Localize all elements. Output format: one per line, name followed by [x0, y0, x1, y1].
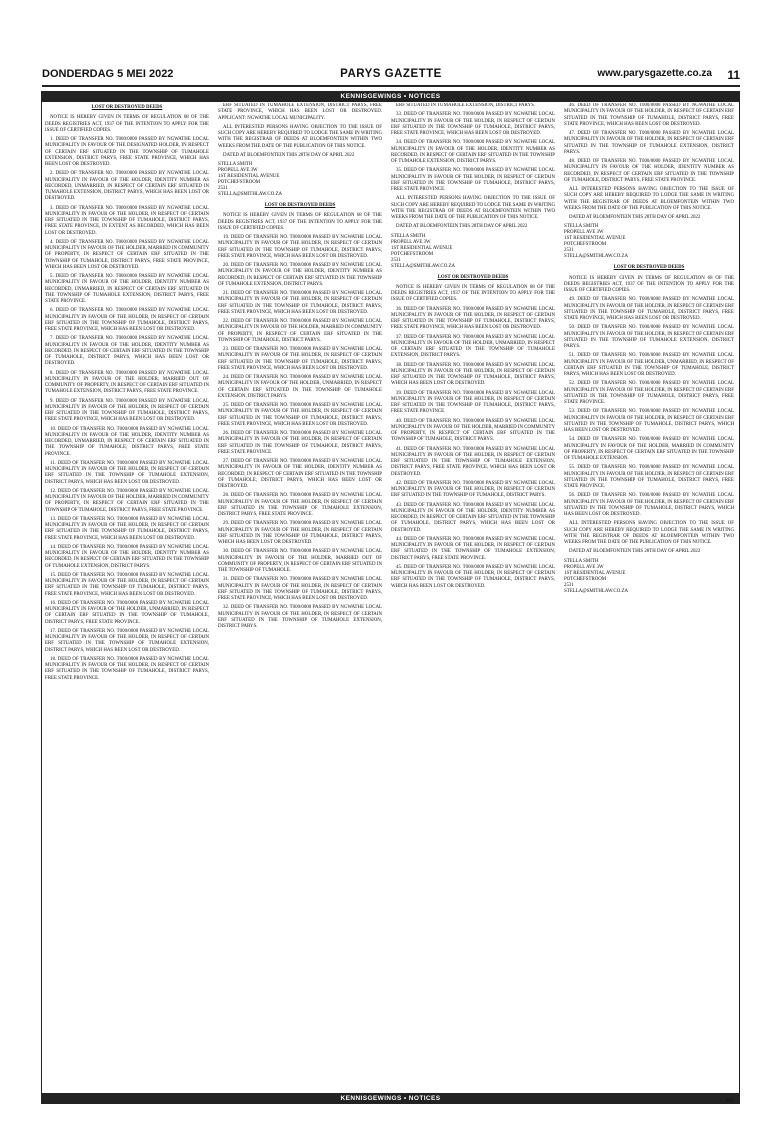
- notice-paragraph: 15. DEED OF TRANSFER NO. T000/0000 PASSED BY NGWATHE LOCAL MUNICIPALITY IN FAVOUR OF THE HOLDER, IN RESPECT OF CERTAIN ERF SITUATED IN THE TOWNSHIP OF TUMAHOLE, DISTRICT PARYS, FREE STATE PROVINCE, WHICH HAS BEEN LOST OR DESTROYED.: [45, 572, 209, 597]
- notice-paragraph: DATED AT BLOEMFONTEIN THIS 28TH DAY OF APRIL 2022: [569, 215, 701, 220]
- notice-paragraph: 33. DEED OF TRANSFER NO. T000/0000 PASSED BY NGWATHE LOCAL MUNICIPALITY IN FAVOUR OF THE HOLDER, IN RESPECT OF CERTAIN ERF SITUATED IN THE TOWNSHIP OF TUMAHOLE, DISTRICT PARYS, FREE STATE PROVINCE, WHICH HAS BEEN LOST OR DESTROYED.: [391, 112, 555, 136]
- notice-paragraph: 48. DEED OF TRANSFER NO. T000/0000 PASSED BY NGWATHE LOCAL MUNICIPALITY IN FAVOUR OF THE HOLDER, IDENTITY NUMBER AS RECORDED, IN RESPECT OF CERTAIN ERF SITUATED IN THE TOWNSHIP OF TUMAHOLE, DISTRICT PARYS, FREE STATE PROVINCE.: [564, 159, 734, 183]
- notice-paragraph: 22. DEED OF TRANSFER NO. T000/0000 PASSED BY NGWATHE LOCAL MUNICIPALITY IN FAVOUR OF THE HOLDER, MARRIED IN COMMUNITY OF PROPERTY, IN RESPECT OF CERTAIN ERF SITUATED IN THE TOWNSHIP OF TUMAHOLE, DISTRICT PARYS.: [218, 319, 382, 343]
- website-link[interactable]: www.parysgazette.co.za: [597, 68, 712, 79]
- notice-paragraph: 16. DEED OF TRANSFER NO. T000/0000 PASSED BY NGWATHE LOCAL MUNICIPALITY IN FAVOUR OF THE HOLDER, UNMARRIED, IN RESPECT OF CERTAIN ERF SITUATED IN THE TOWNSHIP OF TUMAHOLE, DISTRICT PARYS, FREE STATE PROVINCE.: [45, 600, 209, 625]
- notice-paragraph: 12. DEED OF TRANSFER NO. T000/0000 PASSED BY NGWATHE LOCAL MUNICIPALITY IN FAVOUR OF THE HOLDER, MARRIED IN COMMUNITY OF PROPERTY, IN RESPECT OF CERTAIN ERF SITUATED IN THE TOWNSHIP OF TUMAHOLE, DISTRICT PARYS, FREE STATE PROVINCE.: [45, 488, 209, 513]
- notice-paragraph: 6. DEED OF TRANSFER NO. T000/0000 PASSED BY NGWATHE LOCAL MUNICIPALITY IN FAVOUR OF THE HOLDER, IN RESPECT OF CERTAIN ERF SITUATED IN THE TOWNSHIP OF TUMAHOLE, DISTRICT PARYS, FREE STATE PROVINCE, WHICH HAS BEEN LOST OR DESTROYED.: [45, 308, 209, 332]
- notice-paragraph: 18. DEED OF TRANSFER NO. T000/0000 PASSED BY NGWATHE LOCAL MUNICIPALITY IN FAVOUR OF THE HOLDER, IN RESPECT OF CERTAIN ERF SITUATED IN THE TOWNSHIP OF TUMAHOLE, DISTRICT PARYS, FREE STATE PROVINCE.: [45, 656, 209, 681]
- notice-signature-block: STELLA SMITH PROPELL AVE 3W 1ST RESIDENTIAL AVENUE POTCHEFSTROOM 2531 STELLA@SMITHLAW.CO.ZA: [564, 558, 628, 594]
- notice-paragraph: ALL INTERESTED PERSONS HAVING OBJECTION TO THE ISSUE OF SUCH COPY ARE HEREBY REQUIRED TO LODGE THE SAME IN WRITING WITH THE REGISTRAR OF DEEDS AT BLOEMFONTEIN WITHIN TWO WEEKS FROM THE DATE OF THE PUBLICATION OF THIS NOTICE.: [218, 124, 382, 149]
- notice-paragraph: 51. DEED OF TRANSFER NO. T000/0000 PASSED BY NGWATHE LOCAL MUNICIPALITY IN FAVOUR OF THE HOLDER, UNMARRIED, IN RESPECT OF CERTAIN ERF SITUATED IN THE TOWNSHIP OF TUMAHOLE, DISTRICT PARYS, WHICH HAS BEEN LOST OR DESTROYED.: [564, 353, 734, 377]
- notice-paragraph: 42. DEED OF TRANSFER NO. T000/0000 PASSED BY NGWATHE LOCAL MUNICIPALITY IN FAVOUR OF THE HOLDER, IN RESPECT OF CERTAIN ERF SITUATED IN THE TOWNSHIP OF TUMAHOLE, DISTRICT PARYS.: [391, 480, 555, 499]
- notice-paragraph: 43. DEED OF TRANSFER NO. T000/0000 PASSED BY NGWATHE LOCAL MUNICIPALITY IN FAVOUR OF THE HOLDER, IDENTITY NUMBER AS RECORDED, IN RESPECT OF CERTAIN ERF SITUATED IN THE TOWNSHIP OF TUMAHOLE, DISTRICT PARYS, WHICH HAS BEEN LOST OR DESTROYED.: [391, 502, 555, 533]
- notice-paragraph: 44. DEED OF TRANSFER NO. T000/0000 PASSED BY NGWATHE LOCAL MUNICIPALITY IN FAVOUR OF THE HOLDER, IN RESPECT OF CERTAIN ERF SITUATED IN THE TOWNSHIP OF TUMAHOLE EXTENSION, DISTRICT PARYS, FREE STATE PROVINCE.: [391, 536, 555, 561]
- header-rule: [42, 85, 740, 87]
- notice-paragraph: 2. DEED OF TRANSFER NO. T000/0000 PASSED BY NGWATHE LOCAL MUNICIPALITY IN FAVOUR OF THE HOLDER, IDENTITY NUMBER AS RECORDED, UNMARRIED, IN RESPECT OF CERTAIN ERF SITUATED IN TUMAHOLE EXTENSION, DISTRICT PARYS, WHICH HAS BEEN LOST OR DESTROYED.: [45, 171, 209, 202]
- notice-paragraph: 29. DEED OF TRANSFER NO. T000/0000 PASSED BY NGWATHE LOCAL MUNICIPALITY IN FAVOUR OF THE HOLDER, IN RESPECT OF CERTAIN ERF SITUATED IN THE TOWNSHIP OF TUMAHOLE, DISTRICT PARYS, WHICH HAS BEEN LOST OR DESTROYED.: [218, 521, 382, 545]
- notice-paragraph: 27. DEED OF TRANSFER NO. T000/0000 PASSED BY NGWATHE LOCAL MUNICIPALITY IN FAVOUR OF THE HOLDER, IDENTITY NUMBER AS RECORDED, IN RESPECT OF CERTAIN ERF SITUATED IN THE TOWNSHIP OF TUMAHOLE, DISTRICT PARYS, WHICH HAS BEEN LOST OR DESTROYED.: [218, 459, 382, 489]
- notice-paragraph: 11. DEED OF TRANSFER NO. T000/0000 PASSED BY NGWATHE LOCAL MUNICIPALITY IN FAVOUR OF THE HOLDER, IN RESPECT OF CERTAIN ERF SITUATED IN THE TOWNSHIP OF TUMAHOLE EXTENSION, DISTRICT PARYS, WHICH HAS BEEN LOST OR DESTROYED.: [45, 460, 209, 485]
- notice-paragraph: ALL INTERESTED PERSONS HAVING OBJECTION TO THE ISSUE OF SUCH COPY ARE HEREBY REQUIRED TO LODGE THE SAME IN WRITING WITH THE REGISTRAR OF DEEDS AT BLOEMFONTEIN WITHIN TWO WEEKS FROM THE DATE OF THE PUBLICATION OF THIS NOTICE.: [564, 187, 734, 211]
- notice-paragraph: 17. DEED OF TRANSFER NO. T000/0000 PASSED BY NGWATHE LOCAL MUNICIPALITY IN FAVOUR OF THE HOLDER, IN RESPECT OF CERTAIN ERF SITUATED IN THE TOWNSHIP OF TUMAHOLE EXTENSION, DISTRICT PARYS, WHICH HAS BEEN LOST OR DESTROYED.: [45, 628, 209, 653]
- notice-paragraph: 10. DEED OF TRANSFER NO. T000/0000 PASSED BY NGWATHE LOCAL MUNICIPALITY IN FAVOUR OF THE HOLDER, IDENTITY NUMBER AS RECORDED, UNMARRIED, IN RESPECT OF CERTAIN ERF SITUATED IN THE TOWNSHIP OF TUMAHOLE, DISTRICT PARYS, FREE STATE PROVINCE.: [45, 426, 209, 457]
- notice-paragraph: 9. DEED OF TRANSFER NO. T000/0000 PASSED BY NGWATHE LOCAL MUNICIPALITY IN FAVOUR OF THE HOLDER, IN RESPECT OF CERTAIN ERF SITUATED IN THE TOWNSHIP OF TUMAHOLE, DISTRICT PARYS, FREE STATE PROVINCE, WHICH HAS BEEN LOST OR DESTROYED.: [45, 398, 209, 423]
- notice-paragraph: 20. DEED OF TRANSFER NO. T000/0000 PASSED BY NGWATHE LOCAL MUNICIPALITY IN FAVOUR OF THE HOLDER, IDENTITY NUMBER AS RECORDED, IN RESPECT OF CERTAIN ERF SITUATED IN THE TOWNSHIP OF TUMAHOLE EXTENSION, DISTRICT PARYS.: [218, 263, 382, 287]
- notice-paragraph: DATED AT BLOEMFONTEIN THIS 28TH DAY OF APRIL 2022: [569, 549, 701, 555]
- notice-paragraph: 55. DEED OF TRANSFER NO. T000/0000 PASSED BY NGWATHE LOCAL MUNICIPALITY IN FAVOUR OF THE HOLDER, IN RESPECT OF CERTAIN ERF SITUATED IN THE TOWNSHIP OF TUMAHOLE, DISTRICT PARYS, FREE STATE PROVINCE.: [564, 465, 734, 489]
- notice-paragraph: 32. DEED OF TRANSFER NO. T000/0000 PASSED BY NGWATHE LOCAL MUNICIPALITY IN FAVOUR OF THE HOLDER, IN RESPECT OF CERTAIN ERF SITUATED IN THE TOWNSHIP OF TUMAHOLE EXTENSION, DISTRICT PARYS.: [218, 605, 382, 629]
- column-4: [564, 103, 734, 1093]
- notice-paragraph: 24. DEED OF TRANSFER NO. T000/0000 PASSED BY NGWATHE LOCAL MUNICIPALITY IN FAVOUR OF THE HOLDER, UNMARRIED, IN RESPECT OF CERTAIN ERF SITUATED IN THE TOWNSHIP OF TUMAHOLE EXTENSION, DISTRICT PARYS.: [218, 375, 382, 399]
- notice-paragraph: 13. DEED OF TRANSFER NO. T000/0000 PASSED BY NGWATHE LOCAL MUNICIPALITY IN FAVOUR OF THE HOLDER, IN RESPECT OF CERTAIN ERF SITUATED IN THE TOWNSHIP OF TUMAHOLE, DISTRICT PARYS, FREE STATE PROVINCE, WHICH HAS BEEN LOST OR DESTROYED.: [45, 516, 209, 541]
- notice-paragraph: NOTICE IS HEREBY GIVEN IN TERMS OF REGULATION 68 OF THE DEEDS REGISTRIES ACT, 1937 OF THE INTENTION TO APPLY FOR THE ISSUE OF CERTIFIED COPIES.: [564, 275, 734, 293]
- notice-signature-block: STELLA SMITH PROPELL AVE 3W 1ST RESIDENTIAL AVENUE POTCHEFSTROOM 2531 STELLA@SMITHLAW.CO.ZA: [391, 233, 455, 269]
- notice-paragraph: 21. DEED OF TRANSFER NO. T000/0000 PASSED BY NGWATHE LOCAL MUNICIPALITY IN FAVOUR OF THE HOLDER, IN RESPECT OF CERTAIN ERF SITUATED IN THE TOWNSHIP OF TUMAHOLE, DISTRICT PARYS, FREE STATE PROVINCE, WHICH HAS BEEN LOST OR DESTROYED.: [218, 291, 382, 315]
- notice-paragraph: 14. DEED OF TRANSFER NO. T000/0000 PASSED BY NGWATHE LOCAL MUNICIPALITY IN FAVOUR OF THE HOLDER, IDENTITY NUMBER AS RECORDED, IN RESPECT OF CERTAIN ERF SITUATED IN THE TOWNSHIP OF TUMAHOLE EXTENSION, DISTRICT PARYS.: [45, 544, 209, 569]
- notice-paragraph: ALL INTERESTED PERSONS HAVING OBJECTION TO THE ISSUE OF SUCH COPY ARE HEREBY REQUIRED TO LODGE THE SAME IN WRITING WITH THE REGISTRAR OF DEEDS AT BLOEMFONTEIN WITHIN TWO WEEKS FROM THE DATE OF THE PUBLICATION OF THIS NOTICE.: [391, 196, 555, 220]
- notice-signature-block: STELLA SMITH PROPELL AVE 3W 1ST RESIDENTIAL AVENUE POTCHEFSTROOM 2531 STELLA@SMITHLAW.CO.ZA: [564, 224, 628, 260]
- section-banner-bottom: KENNISGEWINGS • NOTICES: [41, 1093, 740, 1104]
- notice-paragraph: 19. DEED OF TRANSFER NO. T000/0000 PASSED BY NGWATHE LOCAL MUNICIPALITY IN FAVOUR OF THE HOLDER, IN RESPECT OF CERTAIN ERF SITUATED IN THE TOWNSHIP OF TUMAHOLE, DISTRICT PARYS, FREE STATE PROVINCE, WHICH HAS BEEN LOST OR DESTROYED.: [218, 235, 382, 259]
- notice-paragraph: 35. DEED OF TRANSFER NO. T000/0000 PASSED BY NGWATHE LOCAL MUNICIPALITY IN FAVOUR OF THE HOLDER, IN RESPECT OF CERTAIN ERF SITUATED IN THE TOWNSHIP OF TUMAHOLE, DISTRICT PARYS, FREE STATE PROVINCE.: [391, 168, 555, 192]
- notice-paragraph: 37. DEED OF TRANSFER NO. T000/0000 PASSED BY NGWATHE LOCAL MUNICIPALITY IN FAVOUR OF THE HOLDER, UNMARRIED, IN RESPECT OF CERTAIN ERF SITUATED IN THE TOWNSHIP OF TUMAHOLE EXTENSION, DISTRICT PARYS.: [391, 334, 555, 359]
- notice-paragraph: 31. DEED OF TRANSFER NO. T000/0000 PASSED BY NGWATHE LOCAL MUNICIPALITY IN FAVOUR OF THE HOLDER, IN RESPECT OF CERTAIN ERF SITUATED IN THE TOWNSHIP OF TUMAHOLE, DISTRICT PARYS, FREE STATE PROVINCE, WHICH HAS BEEN LOST OR DESTROYED.: [218, 577, 382, 601]
- notice-paragraph: 1. DEED OF TRANSFER NO. T000/0000 PASSED BY NGWATHE LOCAL MUNICIPALITY IN FAVOUR OF THE DESIGNATED HOLDER, IN RESPECT OF CERTAIN ERF SITUATED IN THE TOWNSHIP OF TUMAHOLE EXTENSION, DISTRICT PARYS, FREE STATE PROVINCE, WHICH HAS BEEN LOST OR DESTROYED.: [45, 137, 209, 167]
- notice-paragraph: 45. DEED OF TRANSFER NO. T000/0000 PASSED BY NGWATHE LOCAL MUNICIPALITY IN FAVOUR OF THE HOLDER, IN RESPECT OF CERTAIN ERF SITUATED IN THE TOWNSHIP OF TUMAHOLE, DISTRICT PARYS, WHICH HAS BEEN LOST OR DESTROYED.: [391, 564, 555, 589]
- notice-paragraph: 54. DEED OF TRANSFER NO. T000/0000 PASSED BY NGWATHE LOCAL MUNICIPALITY IN FAVOUR OF THE HOLDER, MARRIED IN COMMUNITY OF PROPERTY, IN RESPECT OF CERTAIN ERF SITUATED IN THE TOWNSHIP OF TUMAHOLE EXTENSION.: [564, 437, 734, 461]
- notice-paragraph: 26. DEED OF TRANSFER NO. T000/0000 PASSED BY NGWATHE LOCAL MUNICIPALITY IN FAVOUR OF THE HOLDER, IN RESPECT OF CERTAIN ERF SITUATED IN THE TOWNSHIP OF TUMAHOLE, DISTRICT PARYS, FREE STATE PROVINCE.: [218, 431, 382, 455]
- notice-paragraph: DATED AT BLOEMFONTEIN THIS 28TH DAY OF APRIL 2022: [396, 224, 528, 230]
- notice-paragraph: 38. DEED OF TRANSFER NO. T000/0000 PASSED BY NGWATHE LOCAL MUNICIPALITY IN FAVOUR OF THE HOLDER, IN RESPECT OF CERTAIN ERF SITUATED IN THE TOWNSHIP OF TUMAHOLE, DISTRICT PARYS, WHICH HAS BEEN LOST OR DESTROYED.: [391, 362, 555, 387]
- notice-paragraph: 53. DEED OF TRANSFER NO. T000/0000 PASSED BY NGWATHE LOCAL MUNICIPALITY IN FAVOUR OF THE HOLDER, IN RESPECT OF CERTAIN ERF SITUATED IN THE TOWNSHIP OF TUMAHOLE, DISTRICT PARYS, WHICH HAS BEEN LOST OR DESTROYED.: [564, 409, 734, 433]
- notice-paragraph: ERF SITUATED IN TUMAHOLE EXTENSION, DISTRICT PARYS.: [396, 103, 536, 108]
- notice-paragraph: 40. DEED OF TRANSFER NO. T000/0000 PASSED BY NGWATHE LOCAL MUNICIPALITY IN FAVOUR OF THE HOLDER, MARRIED IN COMMUNITY OF PROPERTY, IN RESPECT OF CERTAIN ERF SITUATED IN THE TOWNSHIP OF TUMAHOLE, DISTRICT PARYS.: [391, 418, 555, 443]
- column-1: [45, 103, 209, 1093]
- notice-paragraph: 49. DEED OF TRANSFER NO. T000/0000 PASSED BY NGWATHE LOCAL MUNICIPALITY IN FAVOUR OF THE HOLDER, IN RESPECT OF CERTAIN ERF SITUATED IN THE TOWNSHIP OF TUMAHOLE, DISTRICT PARYS, FREE STATE PROVINCE, WHICH HAS BEEN LOST OR DESTROYED.: [564, 297, 734, 321]
- page-number: 11: [727, 68, 740, 82]
- notice-heading: LOST OR DESTROYED DEEDS: [613, 265, 685, 271]
- notice-paragraph: 47. DEED OF TRANSFER NO. T000/0000 PASSED BY NGWATHE LOCAL MUNICIPALITY IN FAVOUR OF THE HOLDER, IN RESPECT OF CERTAIN ERF SITUATED IN THE TOWNSHIP OF TUMAHOLE EXTENSION, DISTRICT PARYS.: [564, 131, 734, 155]
- notice-paragraph: 39. DEED OF TRANSFER NO. T000/0000 PASSED BY NGWATHE LOCAL MUNICIPALITY IN FAVOUR OF THE HOLDER, IN RESPECT OF CERTAIN ERF SITUATED IN THE TOWNSHIP OF TUMAHOLE, DISTRICT PARYS, FREE STATE PROVINCE.: [391, 390, 555, 415]
- notice-heading: LOST OR DESTROYED DEEDS: [91, 105, 163, 110]
- notice-paragraph: 28. DEED OF TRANSFER NO. T000/0000 PASSED BY NGWATHE LOCAL MUNICIPALITY IN FAVOUR OF THE HOLDER, IN RESPECT OF CERTAIN ERF SITUATED IN THE TOWNSHIP OF TUMAHOLE EXTENSION, DISTRICT PARYS, FREE STATE PROVINCE.: [218, 493, 382, 517]
- notice-paragraph: ALL INTERESTED PERSONS HAVING OBJECTION TO THE ISSUE OF SUCH COPY ARE HEREBY REQUIRED TO LODGE THE SAME IN WRITING WITH THE REGISTRAR OF DEEDS AT BLOEMFONTEIN WITHIN TWO WEEKS FROM THE DATE OF THE PUBLICATION OF THIS NOTICE.: [564, 521, 734, 545]
- notice-paragraph: 41. DEED OF TRANSFER NO. T000/0000 PASSED BY NGWATHE LOCAL MUNICIPALITY IN FAVOUR OF THE HOLDER, IN RESPECT OF CERTAIN ERF SITUATED IN THE TOWNSHIP OF TUMAHOLE EXTENSION, DISTRICT PARYS, FREE STATE PROVINCE, WHICH HAS BEEN LOST OR DESTROYED.: [391, 446, 555, 477]
- publication-title: PARYS GAZETTE: [340, 68, 442, 80]
- notice-paragraph: NOTICE IS HEREBY GIVEN IN TERMS OF REGULATION 68 OF THE DEEDS REGISTRIES ACT, 1937 OF THE INTENTION TO APPLY FOR THE ISSUE OF CERTIFIED COPIES.: [391, 284, 555, 303]
- notice-paragraph: NOTICE IS HEREBY GIVEN IN TERMS OF REGULATION 68 OF THE DEEDS REGISTRIES ACT, 1937 OF THE INTENTION TO APPLY FOR THE ISSUE OF CERTIFIED COPIES.: [45, 115, 209, 133]
- notice-paragraph: 5. DEED OF TRANSFER NO. T000/0000 PASSED BY NGWATHE LOCAL MUNICIPALITY IN FAVOUR OF THE HOLDER, IDENTITY NUMBER AS RECORDED, UNMARRIED, IN RESPECT OF CERTAIN ERF SITUATED IN THE TOWNSHIP OF TUMAHOLE EXTENSION, DISTRICT PARYS, FREE STATE PROVINCE.: [45, 274, 209, 304]
- issue-date: DONDERDAG 5 MEI 2022: [42, 68, 174, 80]
- column-3: [391, 103, 555, 1093]
- notice-paragraph: 30. DEED OF TRANSFER NO. T000/0000 PASSED BY NGWATHE LOCAL MUNICIPALITY IN FAVOUR OF THE HOLDER, MARRIED OUT OF COMMUNITY OF PROPERTY, IN RESPECT OF CERTAIN ERF SITUATED IN THE TOWNSHIP OF TUMAHOLE.: [218, 549, 382, 573]
- page-code: P11: [726, 1098, 735, 1104]
- notice-paragraph: 36. DEED OF TRANSFER NO. T000/0000 PASSED BY NGWATHE LOCAL MUNICIPALITY IN FAVOUR OF THE HOLDER, IN RESPECT OF CERTAIN ERF SITUATED IN THE TOWNSHIP OF TUMAHOLE, DISTRICT PARYS, FREE STATE PROVINCE, WHICH HAS BEEN LOST OR DESTROYED.: [391, 306, 555, 331]
- notice-paragraph: 52. DEED OF TRANSFER NO. T000/0000 PASSED BY NGWATHE LOCAL MUNICIPALITY IN FAVOUR OF THE HOLDER, IN RESPECT OF CERTAIN ERF SITUATED IN THE TOWNSHIP OF TUMAHOLE, DISTRICT PARYS, FREE STATE PROVINCE.: [564, 381, 734, 405]
- section-banner-top: KENNISGEWINGS • NOTICES: [41, 91, 740, 102]
- notice-paragraph: 23. DEED OF TRANSFER NO. T000/0000 PASSED BY NGWATHE LOCAL MUNICIPALITY IN FAVOUR OF THE HOLDER, IN RESPECT OF CERTAIN ERF SITUATED IN THE TOWNSHIP OF TUMAHOLE, DISTRICT PARYS, FREE STATE PROVINCE, WHICH HAS BEEN LOST OR DESTROYED.: [218, 347, 382, 371]
- notice-paragraph: 7. DEED OF TRANSFER NO. T000/0000 PASSED BY NGWATHE LOCAL MUNICIPALITY IN FAVOUR OF THE HOLDER, IDENTITY NUMBER AS RECORDED, IN RESPECT OF CERTAIN ERF SITUATED IN THE TOWNSHIP OF TUMAHOLE, DISTRICT PARYS, WHICH HAS BEEN LOST OR DESTROYED.: [45, 336, 209, 367]
- notice-paragraph: NOTICE IS HEREBY GIVEN IN TERMS OF REGULATION 68 OF THE DEEDS REGISTRIES ACT, 1937 OF THE INTENTION TO APPLY FOR THE ISSUE OF CERTIFIED COPIES.: [218, 213, 382, 231]
- notice-signature-block: STELLA SMITH PROPELL AVE 3W 1ST RESIDENTIAL AVENUE POTCHEFSTROOM 2531 STELLA@SMITHLAW.CO.ZA: [218, 162, 282, 197]
- column-2: [218, 103, 382, 1093]
- notice-paragraph: 50. DEED OF TRANSFER NO. T000/0000 PASSED BY NGWATHE LOCAL MUNICIPALITY IN FAVOUR OF THE HOLDER, IN RESPECT OF CERTAIN ERF SITUATED IN THE TOWNSHIP OF TUMAHOLE EXTENSION, DISTRICT PARYS.: [564, 325, 734, 349]
- notice-heading: LOST OR DESTROYED DEEDS: [264, 203, 336, 208]
- notice-paragraph: 8. DEED OF TRANSFER NO. T000/0000 PASSED BY NGWATHE LOCAL MUNICIPALITY IN FAVOUR OF THE HOLDER, MARRIED OUT OF COMMUNITY OF PROPERTY, IN RESPECT OF CERTAIN ERF SITUATED IN TUMAHOLE EXTENSION, DISTRICT PARYS, FREE STATE PROVINCE.: [45, 370, 209, 395]
- notice-paragraph: ERF SITUATED IN TUMAHOLE EXTENSION, DISTRICT PARYS, FREE STATE PROVINCE, WHICH HAS BEEN LOST OR DESTROYED. APPLICANT: NGWATHE LOCAL MUNICIPALITY.: [218, 103, 382, 121]
- notice-heading: LOST OR DESTROYED DEEDS: [437, 274, 509, 280]
- page-header: [42, 68, 740, 84]
- notice-paragraph: 46. DEED OF TRANSFER NO. T000/0000 PASSED BY NGWATHE LOCAL MUNICIPALITY IN FAVOUR OF THE HOLDER, IN RESPECT OF CERTAIN ERF SITUATED IN THE TOWNSHIP OF TUMAHOLE, DISTRICT PARYS, FREE STATE PROVINCE, WHICH HAS BEEN LOST OR DESTROYED.: [564, 103, 734, 127]
- notice-paragraph: 3. DEED OF TRANSFER NO. T000/0000 PASSED BY NGWATHE LOCAL MUNICIPALITY IN FAVOUR OF THE HOLDER, IN RESPECT OF CERTAIN ERF SITUATED IN THE TOWNSHIP OF TUMAHOLE, DISTRICT PARYS, FREE STATE PROVINCE, IN EXTENT AS RECORDED, WHICH HAS BEEN LOST OR DESTROYED.: [45, 205, 209, 236]
- notice-paragraph: 4. DEED OF TRANSFER NO. T000/0000 PASSED BY NGWATHE LOCAL MUNICIPALITY IN FAVOUR OF THE HOLDER, MARRIED IN COMMUNITY OF PROPERTY, IN RESPECT OF CERTAIN ERF SITUATED IN THE TOWNSHIP OF TUMAHOLE, DISTRICT PARYS, FREE STATE PROVINCE, WHICH HAS BEEN LOST OR DESTROYED.: [45, 239, 209, 270]
- notice-paragraph: 34. DEED OF TRANSFER NO. T000/0000 PASSED BY NGWATHE LOCAL MUNICIPALITY IN FAVOUR OF THE HOLDER, IDENTITY NUMBER AS RECORDED, IN RESPECT OF CERTAIN ERF SITUATED IN THE TOWNSHIP OF TUMAHOLE EXTENSION, DISTRICT PARYS.: [391, 140, 555, 164]
- notice-paragraph: 25. DEED OF TRANSFER NO. T000/0000 PASSED BY NGWATHE LOCAL MUNICIPALITY IN FAVOUR OF THE HOLDER, IN RESPECT OF CERTAIN ERF SITUATED IN THE TOWNSHIP OF TUMAHOLE, DISTRICT PARYS, FREE STATE PROVINCE, WHICH HAS BEEN LOST OR DESTROYED.: [218, 403, 382, 427]
- notice-paragraph: DATED AT BLOEMFONTEIN THIS 28TH DAY OF APRIL 2022: [223, 152, 355, 158]
- notice-paragraph: 56. DEED OF TRANSFER NO. T000/0000 PASSED BY NGWATHE LOCAL MUNICIPALITY IN FAVOUR OF THE HOLDER, IN RESPECT OF CERTAIN ERF SITUATED IN THE TOWNSHIP OF TUMAHOLE, DISTRICT PARYS, WHICH HAS BEEN LOST OR DESTROYED.: [564, 493, 734, 517]
